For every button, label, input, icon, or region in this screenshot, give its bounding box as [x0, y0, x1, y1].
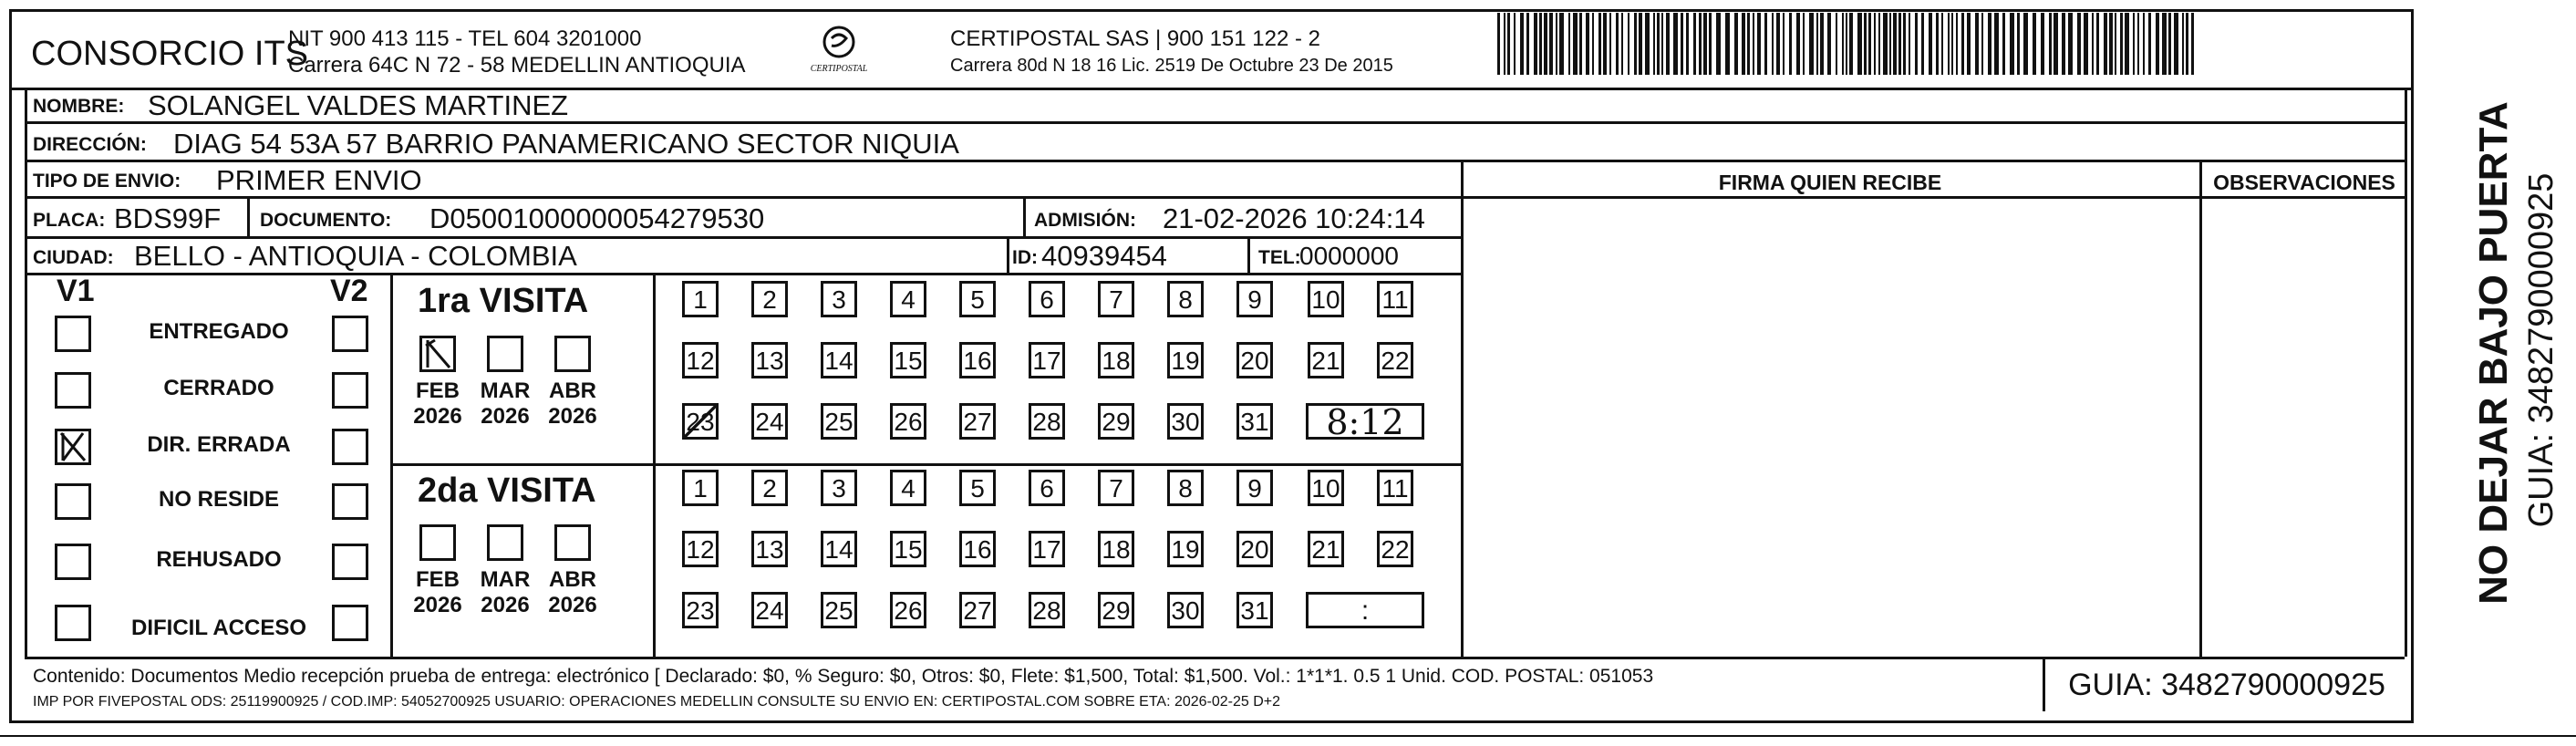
visit1-day-26[interactable]: 26 [890, 403, 926, 440]
barcode-bar [1820, 13, 1824, 75]
col-rule [1247, 236, 1250, 273]
visit1-day-28[interactable]: 28 [1029, 403, 1065, 440]
barcode-bar [1951, 13, 1953, 75]
status-option-label: DIR. ERRADA [147, 432, 291, 457]
barcode-bar [1789, 13, 1792, 75]
barcode-bar [2010, 13, 2014, 75]
barcode-bar [2182, 13, 2184, 75]
ciudad-value: BELLO - ANTIOQUIA - COLOMBIA [134, 240, 577, 272]
guia-box-rule [2043, 657, 2045, 711]
col-rule [1023, 196, 1026, 236]
v2-checkbox-2[interactable] [332, 429, 368, 465]
nombre-label: NOMBRE: [33, 96, 125, 117]
barcode-bar [1703, 13, 1707, 75]
company-address: Carrera 64C N 72 - 58 MEDELLIN ANTIOQUIA [288, 53, 746, 78]
col-rule [247, 196, 250, 236]
barcode-bar [1549, 13, 1553, 75]
barcode-bar [1686, 13, 1689, 75]
barcode-bar [1539, 13, 1542, 75]
visit2-day-13[interactable]: 13 [751, 531, 788, 567]
visit2-day-23[interactable]: 23 [682, 592, 719, 628]
status-option-label: REHUSADO [156, 547, 282, 572]
barcode-bar [1579, 13, 1582, 75]
visit1-day-13[interactable]: 13 [751, 342, 788, 378]
visit1-day-15[interactable]: 15 [890, 342, 926, 378]
row-rule [25, 273, 1461, 275]
barcode-bar [1961, 13, 1964, 75]
barcode-bar [1681, 13, 1683, 75]
visit2-day-12[interactable]: 12 [682, 531, 719, 567]
barcode-bar [1874, 13, 1876, 75]
visit1-day-18[interactable]: 18 [1098, 342, 1134, 378]
barcode-bar [1753, 13, 1754, 75]
visit1-day-23[interactable]: 23 [682, 403, 719, 440]
visit1-day-17[interactable]: 17 [1029, 342, 1065, 378]
barcode-bar [1849, 13, 1853, 75]
barcode-bar [1666, 13, 1670, 75]
barcode-bar [2068, 13, 2073, 75]
barcode-bar [1699, 13, 1702, 75]
barcode-bar [1598, 13, 1601, 75]
barcode-bar [1645, 13, 1650, 75]
visit2-day-28[interactable]: 28 [1029, 592, 1065, 628]
barcode-bar [1592, 13, 1594, 75]
barcode-bar [2017, 13, 2020, 75]
visit2-title: 2da VISITA [418, 471, 596, 510]
no-dejar-bajo-puerta: NO DEJAR BAJO PUERTA [2471, 101, 2516, 605]
visit2-day-21[interactable]: 21 [1308, 531, 1344, 567]
visit1-title: 1ra VISITA [418, 282, 589, 320]
visit-divider [390, 463, 1461, 466]
month-name: FEB [416, 567, 460, 592]
footer-guia: GUIA: 3482790000925 [2068, 668, 2385, 702]
v1-checkbox-0[interactable] [55, 316, 91, 352]
visit1-day-11[interactable]: 11 [1377, 281, 1413, 317]
barcode-bar [1909, 13, 1910, 75]
barcode [1497, 13, 2199, 75]
barcode-bar [1956, 13, 1958, 75]
v1-checkbox-1[interactable] [55, 372, 91, 409]
barcode-bar [1586, 13, 1589, 75]
barcode-bar [2148, 13, 2151, 75]
barcode-bar [1757, 13, 1761, 75]
contenido-text: Contenido: Documentos Medio recepción prueba de entrega: electrónico [ Declarado: $0, % Seguro: $0, Otros: $0, Flete: $1,500, Total: $1,500. Vol.: 1*1*1. 0.5 1 Unid. COD. POSTAL: 051053 [33, 666, 1654, 687]
visit1-day-24[interactable]: 24 [751, 403, 788, 440]
form-right-edge [2405, 88, 2407, 657]
barcode-bar [2125, 13, 2129, 75]
barcode-bar [2002, 13, 2005, 75]
barcode-bar [1764, 13, 1767, 75]
month-year: 2026 [413, 592, 462, 617]
barcode-bar [2137, 13, 2139, 75]
visit1-day-19[interactable]: 19 [1167, 342, 1204, 378]
bottom-rule [0, 735, 2576, 737]
documento-label: DOCUMENTO: [260, 210, 392, 231]
visit1-day-8[interactable]: 8 [1167, 281, 1204, 317]
barcode-bar [1783, 13, 1785, 75]
barcode-bar [1556, 13, 1557, 75]
certipostal-logo [802, 22, 875, 77]
visit1-day-4[interactable]: 4 [890, 281, 926, 317]
visit2-day-24[interactable]: 24 [751, 592, 788, 628]
visit2-day-11[interactable]: 11 [1377, 470, 1413, 506]
footer-rule [25, 657, 2405, 659]
visit1-day-5[interactable]: 5 [959, 281, 996, 317]
barcode-bar [1661, 13, 1663, 75]
side-guia: GUIA: 3482790000925 [2522, 172, 2560, 528]
barcode-bar [2191, 13, 2194, 75]
barcode-bar [1981, 13, 1983, 75]
barcode-bar [1846, 13, 1847, 75]
status-option-label: NO RESIDE [158, 487, 280, 512]
barcode-bar [2023, 13, 2028, 75]
visit1-day-3[interactable]: 3 [821, 281, 857, 317]
visit1-day-16[interactable]: 16 [959, 342, 996, 378]
observaciones-header: OBSERVACIONES [2213, 171, 2395, 194]
visit1-day-10[interactable]: 10 [1308, 281, 1344, 317]
visit1-day-21[interactable]: 21 [1308, 342, 1344, 378]
barcode-bar [1941, 13, 1943, 75]
tipo-envio-value: PRIMER ENVIO [216, 164, 422, 196]
barcode-bar [1497, 13, 1500, 75]
barcode-bar [1504, 13, 1505, 75]
barcode-bar [1526, 13, 1529, 75]
placa-value: BDS99F [114, 202, 222, 234]
barcode-bar [1573, 13, 1578, 75]
barcode-bar [1673, 13, 1678, 75]
barcode-bar [1868, 13, 1871, 75]
status-option-label: CERRADO [163, 376, 274, 400]
visit2-day-26[interactable]: 26 [890, 592, 926, 628]
month-name: MAR [480, 378, 531, 403]
barcode-bar [1742, 13, 1745, 75]
barcode-bar [2156, 13, 2159, 75]
visit2-day-9[interactable]: 9 [1236, 470, 1273, 506]
visit2-day-3[interactable]: 3 [821, 470, 857, 506]
visit2-day-16[interactable]: 16 [959, 531, 996, 567]
month-year: 2026 [413, 403, 462, 429]
visit1-month-label [409, 378, 467, 429]
barcode-bar [1520, 13, 1524, 75]
barcode-bar [1609, 13, 1611, 75]
barcode-bar [1693, 13, 1696, 75]
visit1-day-14[interactable]: 14 [821, 342, 857, 378]
days-divider [653, 273, 656, 657]
barcode-bar [1857, 13, 1862, 75]
visit1-day-9[interactable]: 9 [1236, 281, 1273, 317]
barcode-bar [1967, 13, 1971, 75]
visit2-day-18[interactable]: 18 [1098, 531, 1134, 567]
v1-checkbox-4[interactable] [55, 544, 91, 580]
barcode-bar [1816, 13, 1818, 75]
barcode-bar [2041, 13, 2044, 75]
visit2-day-20[interactable]: 20 [1236, 531, 1273, 567]
placa-label: PLACA: [33, 210, 106, 231]
visit2-day-6[interactable]: 6 [1029, 470, 1065, 506]
barcode-bar [1709, 13, 1712, 75]
barcode-bar [1864, 13, 1867, 75]
visit1-day-25[interactable]: 25 [821, 403, 857, 440]
month-name: FEB [416, 378, 460, 403]
month-year: 2026 [548, 403, 597, 429]
form-left-edge [25, 88, 27, 657]
barcode-bar [2143, 13, 2145, 75]
status-option-label: ENTREGADO [149, 319, 289, 344]
v2-label: V2 [330, 274, 368, 308]
visit2-month-label [543, 567, 602, 617]
visit1-day-30[interactable]: 30 [1167, 403, 1204, 440]
barcode-bar [2092, 13, 2094, 75]
visit2-day-4[interactable]: 4 [890, 470, 926, 506]
visit1-month-checkbox-2[interactable] [554, 336, 591, 372]
imp-text: IMP POR FIVEPOSTAL ODS: 25119900925 / COD.IMP: 54052700925 USUARIO: OPERACIONES MEDELLIN CONSULTE SU ENVIO EN: CERTIPOSTAL.COM SOBRE ETA: 2026-02-25 D+2 [33, 694, 1281, 710]
barcode-bar [1827, 13, 1831, 75]
visit1-day-12[interactable]: 12 [682, 342, 719, 378]
visit1-day-31[interactable]: 31 [1236, 403, 1273, 440]
month-name: ABR [549, 567, 596, 592]
barcode-bar [1603, 13, 1607, 75]
obs-column-rule [2199, 160, 2202, 657]
barcode-bar [1898, 13, 1901, 75]
barcode-bar [1975, 13, 1979, 75]
visit1-day-29[interactable]: 29 [1098, 403, 1134, 440]
barcode-bar [2109, 13, 2113, 75]
visit1-month-label [476, 378, 534, 429]
visit2-time-box[interactable]: : [1306, 592, 1424, 628]
visit1-day-7[interactable]: 7 [1098, 281, 1134, 317]
visit2-month-checkbox-2[interactable] [554, 524, 591, 561]
barcode-bar [1893, 13, 1897, 75]
visit2-day-14[interactable]: 14 [821, 531, 857, 567]
visit2-month-label [476, 567, 534, 617]
visit2-day-31[interactable]: 31 [1236, 592, 1273, 628]
visit1-day-22[interactable]: 22 [1377, 342, 1413, 378]
barcode-bar [1776, 13, 1780, 75]
barcode-bar [1903, 13, 1906, 75]
company-nit: NIT 900 413 115 - TEL 604 3201000 [288, 26, 642, 51]
visit2-day-1[interactable]: 1 [682, 470, 719, 506]
barcode-bar [2186, 13, 2188, 75]
barcode-bar [1809, 13, 1814, 75]
visit2-day-10[interactable]: 10 [1308, 470, 1344, 506]
barcode-bar [2104, 13, 2107, 75]
barcode-bar [1734, 13, 1738, 75]
visit1-day-27[interactable]: 27 [959, 403, 996, 440]
row-rule [25, 160, 2405, 162]
row-rule [25, 121, 2405, 124]
barcode-bar [1628, 13, 1629, 75]
tel-value: 0000000 [1299, 242, 1400, 270]
v1-checkbox-5[interactable] [55, 605, 91, 641]
month-year: 2026 [481, 403, 530, 429]
barcode-bar [2062, 13, 2065, 75]
visit2-day-2[interactable]: 2 [751, 470, 788, 506]
direccion-label: DIRECCIÓN: [33, 134, 147, 155]
barcode-bar [1915, 13, 1918, 75]
barcode-bar [1921, 13, 1924, 75]
tipo-envio-label: TIPO DE ENVIO: [33, 171, 181, 192]
barcode-bar [2162, 13, 2167, 75]
barcode-bar [1988, 13, 1991, 75]
barcode-bar [2174, 13, 2178, 75]
visit2-month-checkbox-1[interactable] [487, 524, 523, 561]
visit2-day-15[interactable]: 15 [890, 531, 926, 567]
v2-checkbox-5[interactable] [332, 605, 368, 641]
visit1-day-20[interactable]: 20 [1236, 342, 1273, 378]
month-year: 2026 [481, 592, 530, 617]
visit1-day-2[interactable]: 2 [751, 281, 788, 317]
admision-label: ADMISIÓN: [1034, 210, 1136, 231]
visit1-month-checkbox-1[interactable] [487, 336, 523, 372]
col-rule [1007, 236, 1009, 273]
visit2-day-5[interactable]: 5 [959, 470, 996, 506]
barcode-bar [1621, 13, 1623, 75]
barcode-bar [1639, 13, 1642, 75]
v2-checkbox-4[interactable] [332, 544, 368, 580]
nombre-value: SOLANGEL VALDES MARTINEZ [148, 89, 569, 121]
barcode-bar [1878, 13, 1880, 75]
visit2-month-label [409, 567, 467, 617]
barcode-bar [1836, 13, 1837, 75]
admision-value: 21-02-2026 10:24:14 [1163, 202, 1425, 234]
barcode-bar [2115, 13, 2116, 75]
side-text [2418, 100, 2564, 638]
barcode-bar [1796, 13, 1800, 75]
barcode-bar [1534, 13, 1537, 75]
barcode-bar [2033, 13, 2036, 75]
barcode-bar [2054, 13, 2058, 75]
visit2-day-8[interactable]: 8 [1167, 470, 1204, 506]
visit1-time-box[interactable]: 8:12 [1306, 403, 1424, 440]
status-option-label: DIFICIL ACCESO [130, 616, 306, 640]
ciudad-label: CIUDAD: [33, 247, 114, 268]
barcode-bar [2120, 13, 2123, 75]
barcode-bar [2096, 13, 2099, 75]
id-label: ID: [1012, 247, 1038, 268]
barcode-bar [1994, 13, 1999, 75]
visit2-day-7[interactable]: 7 [1098, 470, 1134, 506]
barcode-bar [1544, 13, 1547, 75]
visit1-day-6[interactable]: 6 [1029, 281, 1065, 317]
v2-checkbox-0[interactable] [332, 316, 368, 352]
visit1-month-label [543, 378, 602, 429]
barcode-bar [1653, 13, 1655, 75]
company-name: CONSORCIO ITS [31, 35, 309, 73]
visit1-month-checkbox-0[interactable] [419, 336, 456, 372]
barcode-bar [1842, 13, 1844, 75]
direccion-value: DIAG 54 53A 57 BARRIO PANAMERICANO SECTOR NIQUIA [173, 128, 959, 160]
barcode-bar [1772, 13, 1774, 75]
barcode-bar [2084, 13, 2088, 75]
barcode-bar [1889, 13, 1891, 75]
month-name: ABR [549, 378, 596, 403]
documento-value: D05001000000054279530 [429, 202, 765, 234]
v1-checkbox-3[interactable] [55, 483, 91, 520]
visit2-day-30[interactable]: 30 [1167, 592, 1204, 628]
barcode-bar [1936, 13, 1939, 75]
barcode-bar [1725, 13, 1730, 75]
v2-checkbox-3[interactable] [332, 483, 368, 520]
visit2-day-27[interactable]: 27 [959, 592, 996, 628]
row-rule [25, 236, 1461, 239]
logo-wordmark: CERTIPOSTAL [810, 64, 868, 74]
barcode-bar [1716, 13, 1721, 75]
v1-checkbox-2[interactable] [55, 429, 91, 465]
visit2-month-checkbox-0[interactable] [419, 524, 456, 561]
barcode-bar [2077, 13, 2081, 75]
v1-label: V1 [57, 274, 95, 308]
barcode-bar [2049, 13, 2052, 75]
barcode-bar [2133, 13, 2135, 75]
barcode-bar [1568, 13, 1570, 75]
row-rule [25, 196, 2405, 199]
visit2-day-17[interactable]: 17 [1029, 531, 1065, 567]
barcode-bar [1657, 13, 1660, 75]
barcode-bar [1634, 13, 1637, 75]
barcode-bar [1883, 13, 1888, 75]
id-value: 40939454 [1041, 240, 1167, 272]
visit2-day-19[interactable]: 19 [1167, 531, 1204, 567]
visit2-day-25[interactable]: 25 [821, 592, 857, 628]
barcode-bar [1514, 13, 1516, 75]
month-year: 2026 [548, 592, 597, 617]
tel-label: TEL: [1258, 247, 1301, 268]
barcode-bar [1616, 13, 1619, 75]
visit2-day-29[interactable]: 29 [1098, 592, 1134, 628]
barcode-bar [2168, 13, 2171, 75]
barcode-bar [1559, 13, 1564, 75]
visit2-day-22[interactable]: 22 [1377, 531, 1413, 567]
barcode-bar [1507, 13, 1510, 75]
carrier-info: CERTIPOSTAL SAS | 900 151 122 - 2 [950, 26, 1320, 51]
firma-column-rule [1461, 160, 1464, 657]
carrier-license: Carrera 80d N 18 16 Lic. 2519 De Octubre 23 De 2015 [950, 56, 1393, 76]
visit1-day-1[interactable]: 1 [682, 281, 719, 317]
firma-header: FIRMA QUIEN RECIBE [1718, 171, 1942, 194]
barcode-bar [1803, 13, 1805, 75]
barcode-bar [1948, 13, 1950, 75]
barcode-bar [1747, 13, 1750, 75]
month-name: MAR [480, 567, 531, 592]
barcode-bar [1929, 13, 1932, 75]
v2-checkbox-1[interactable] [332, 372, 368, 409]
